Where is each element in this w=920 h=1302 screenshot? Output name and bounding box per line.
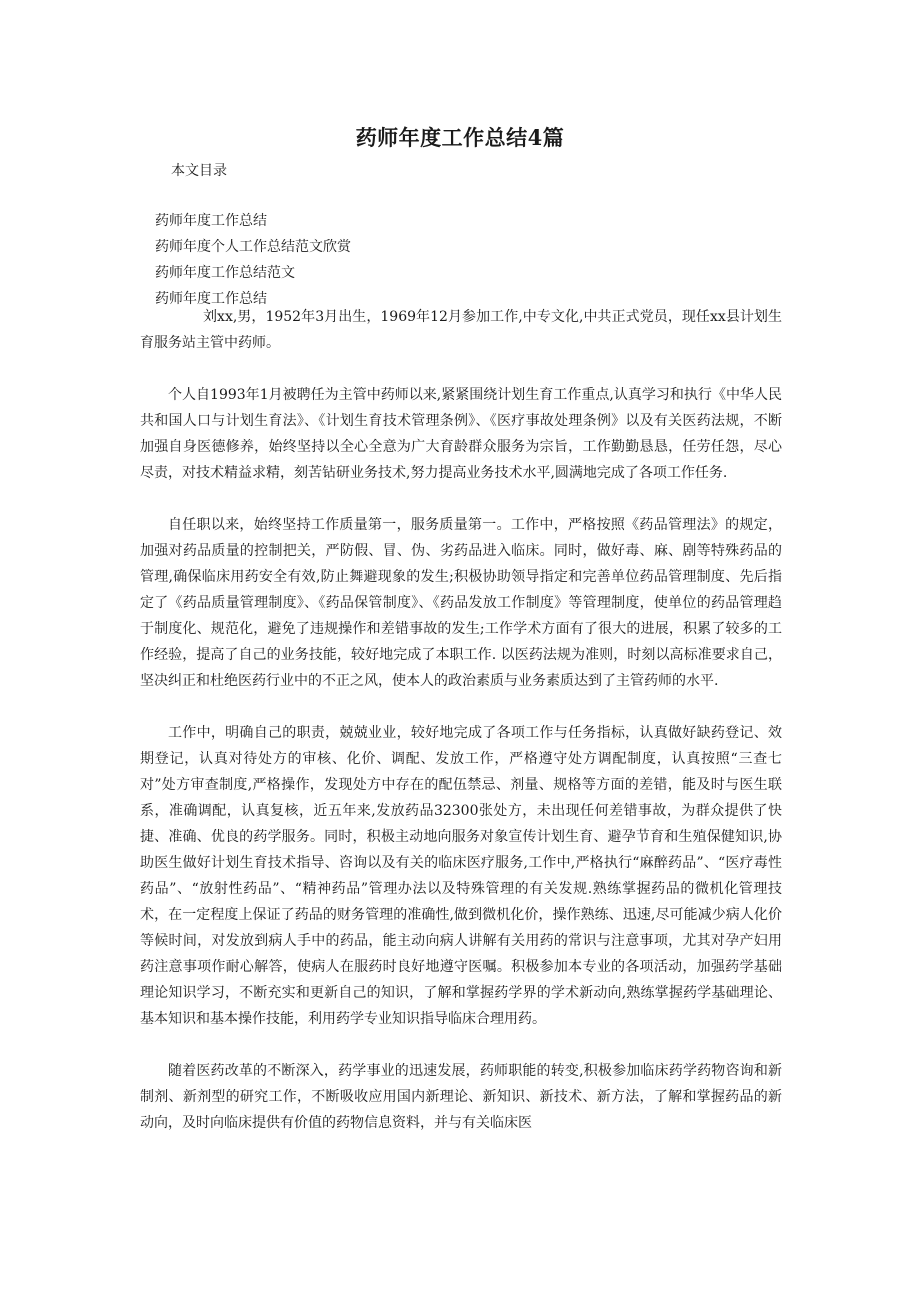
toc-item: 药师年度工作总结 <box>155 213 267 229</box>
document-body <box>140 304 782 1162</box>
table-of-contents <box>155 208 351 312</box>
toc-item: 药师年度工作总结范文 <box>155 265 295 281</box>
toc-item: 药师年度工作总结 <box>155 291 267 307</box>
toc-heading: 本文目录 <box>171 163 227 179</box>
paragraph: 工作中，明确自己的职责，兢兢业业，较好地完成了各项工作与任务指标，认真做好缺药登记、效期登记，认真对待处方的审核、化价、调配、发放工作，严格遵守处方调配制度，认真按照“三查七对”处方审查制度,严格操作，发现处方中存在的配伍禁忌、剂量、规格等方面的差错，能及时与医生联系，准确调配，认真复核，近五年来,发放药品32300张处方，未出现任何差错事故，为群众提供了快捷、准确、优良的药学服务。同时，积极主动地向服务对象宣传计划生育、避孕节育和生殖保健知识,协助医生做好计划生育技术指导、咨询以及有关的临床医疗服务,工作中,严格执行“麻醉药品”、“医疗毒性药品”、“放射性药品”、“精神药品”管理办法以及特殊管理的有关发规.熟练掌握药品的微机化管理技术，在一定程度上保证了药品的财务管理的准确性,做到微机化价，操作熟练、迅速,尽可能减少病人化价等候时间，对发放到病人手中的药品，能主动向病人讲解有关用药的常识与注意事项，尤其对孕产妇用药注意事项作耐心解答，使病人在服药时良好地遵守医嘱。积极参加本专业的各项活动，加强药学基础理论知识学习，不断充实和更新自己的知识，了解和掌握药学界的学术新动向,熟练掌握药学基础理论、基本知识和基本操作技能，利用药学专业知识指导临床合理用药。 <box>140 725 782 1027</box>
paragraph-intro: 刘xx,男，1952年3月出生，1969年12月参加工作,中专文化,中共正式党员，现任xx县计划生育服务站主管中药师。 <box>140 309 782 351</box>
paragraph: 随着医药改革的不断深入，药学事业的迅速发展，药师职能的转变,积极参加临床药学药物咨询和新制剂、新剂型的研究工作，不断吸收应用国内新理论、新知识、新技术、新方法，了解和掌握药品的新动向，及时向临床提供有价值的药物信息资料，并与有关临床医 <box>140 1063 782 1131</box>
document-title: 药师年度工作总结4篇 <box>355 125 565 150</box>
paragraph: 个人自1993年1月被聘任为主管中药师以来,紧紧围绕计划生育工作重点,认真学习和执行《中华人民共和国人口与计划生育法》、《计划生育技术管理条例》、《医疗事故处理条例》以及有关医药法规，不断加强自身医德修养，始终坚持以全心全意为广大育龄群众服务为宗旨，工作勤勤恳恳，任劳任怨，尽心尽责，对技术精益求精，刻苦钻研业务技术,努力提高业务技术水平,圆满地完成了各项工作任务. <box>140 387 782 481</box>
paragraph: 自任职以来，始终坚持工作质量第一，服务质量第一。工作中，严格按照《药品管理法》的规定，加强对药品质量的控制把关，严防假、冒、伪、劣药品进入临床。同时，做好毒、麻、剧等特殊药品的管理,确保临床用药安全有效,防止舞避现象的发生;积极协助领导指定和完善单位药品管理制度、先后指定了《药品质量管理制度》、《药品保管制度》、《药品发放工作制度》等管理制度，使单位的药品管理趋于制度化、规范化，避免了违规操作和差错事故的发生;工作学术方面有了很大的进展，积累了较多的工作经验，提高了自己的业务技能，较好地完成了本职工作. 以医药法规为准则，时刻以高标准要求自己，坚决纠正和杜绝医药行业中的不正之风，使本人的政治素质与业务素质达到了主管药师的水平. <box>140 517 782 689</box>
toc-item: 药师年度个人工作总结范文欣赏 <box>155 239 351 255</box>
